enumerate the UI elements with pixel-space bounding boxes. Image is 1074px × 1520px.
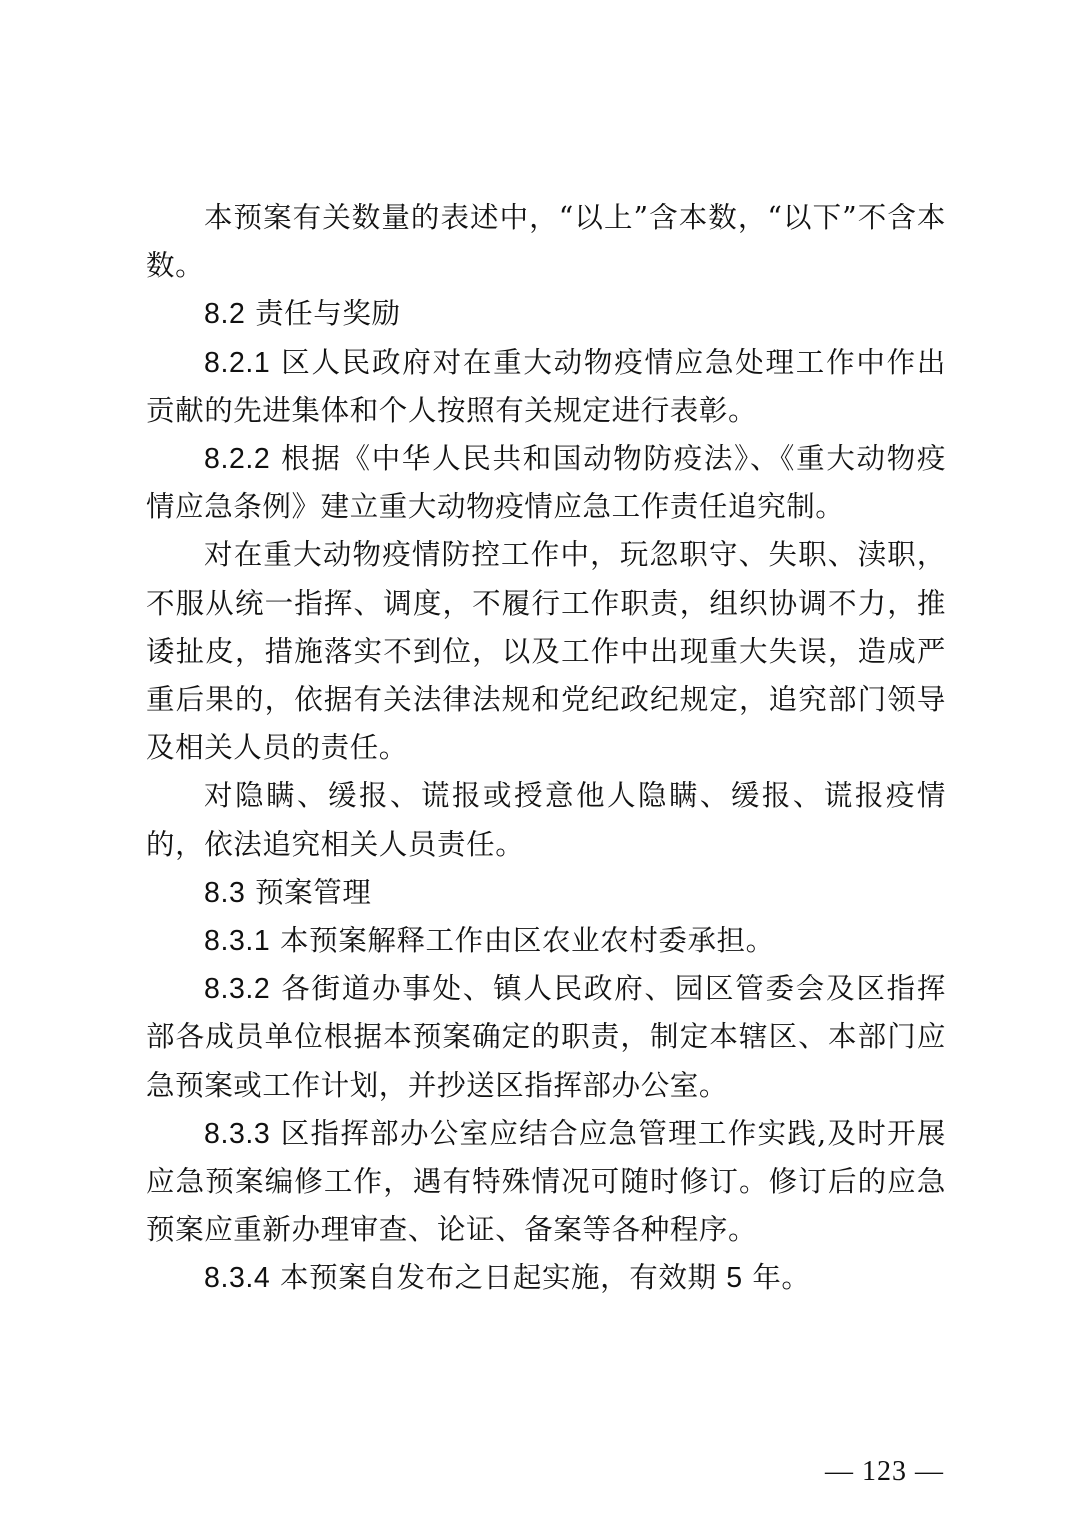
section-heading-8-3: [146, 869, 946, 917]
paragraph-8-3-1: [146, 917, 946, 965]
paragraph-8-2-2: [146, 435, 946, 531]
paragraph-text: 区指挥部办公室应结合应急管理工作实践,及时开展应急预案编修工作，遇有特殊情况可随时修订。修订后的应急预案应重新办理审查、论证、备案等各种程序。: [146, 1116, 946, 1247]
paragraph-concealment: [146, 772, 946, 868]
paragraph-text: 对在重大动物疫情防控工作中，玩忽职守、失职、渎职，不服从统一指挥、调度，不履行工作职责，组织协调不力，推诿扯皮，措施落实不到位，以及工作中出现重大失误，造成严重后果的，依据有关法律法规和党纪政纪规定，追究部门领导及相关人员的责任。: [146, 538, 946, 765]
clause-number: 8.3.4: [204, 1262, 271, 1295]
section-title: 预案管理: [245, 875, 372, 909]
clause-number: 8.3.3: [204, 1117, 271, 1150]
section-number: 8.3: [204, 876, 246, 909]
paragraph-text: 本预案解释工作由区农业农村委承担。: [270, 924, 775, 958]
section-title: 责任与奖励: [245, 297, 401, 331]
paragraph-8-3-3: [146, 1110, 946, 1255]
paragraph-8-2-1: [146, 339, 946, 435]
paragraph-text: 区人民政府对在重大动物疫情应急处理工作中作出贡献的先进集体和个人按照有关规定进行表彰。: [146, 345, 946, 427]
clause-number: 8.2.2: [204, 443, 271, 476]
paragraph-quantity-note: [146, 194, 946, 290]
clause-number: 8.3.1: [204, 925, 271, 958]
clause-number: 8.2.1: [204, 346, 271, 379]
clause-number: 8.3.2: [204, 973, 271, 1006]
paragraph-text: 对隐瞒、缓报、谎报或授意他人隐瞒、缓报、谎报疫情的，依法追究相关人员责任。: [146, 779, 946, 861]
section-number: 8.2: [204, 298, 246, 331]
paragraph-text: 本预案自发布之日起实施，有效期: [270, 1261, 727, 1295]
paragraph-8-3-4: [146, 1254, 946, 1302]
paragraph-text: 各街道办事处、镇人民政府、园区管委会及区指挥部各成员单位根据本预案确定的职责，制定本辖区、本部门应急预案或工作计划，并抄送区指挥部办公室。: [146, 972, 946, 1102]
document-body: [146, 194, 946, 1303]
page-number: — 123 —: [825, 1456, 944, 1487]
paragraph-text-end: 年。: [742, 1261, 811, 1295]
paragraph-text: 本预案有关数量的表述中，“以上”含本数，“以下”不含本数。: [146, 201, 946, 283]
section-heading-8-2: [146, 290, 946, 338]
paragraph-accountability: [146, 531, 946, 772]
validity-years: 5: [726, 1262, 743, 1295]
paragraph-text: 根据《中华人民共和国动物防疫法》、《重大动物疫情应急条例》建立重大动物疫情应急工作责任追究制。: [146, 442, 946, 524]
paragraph-8-3-2: [146, 965, 946, 1110]
